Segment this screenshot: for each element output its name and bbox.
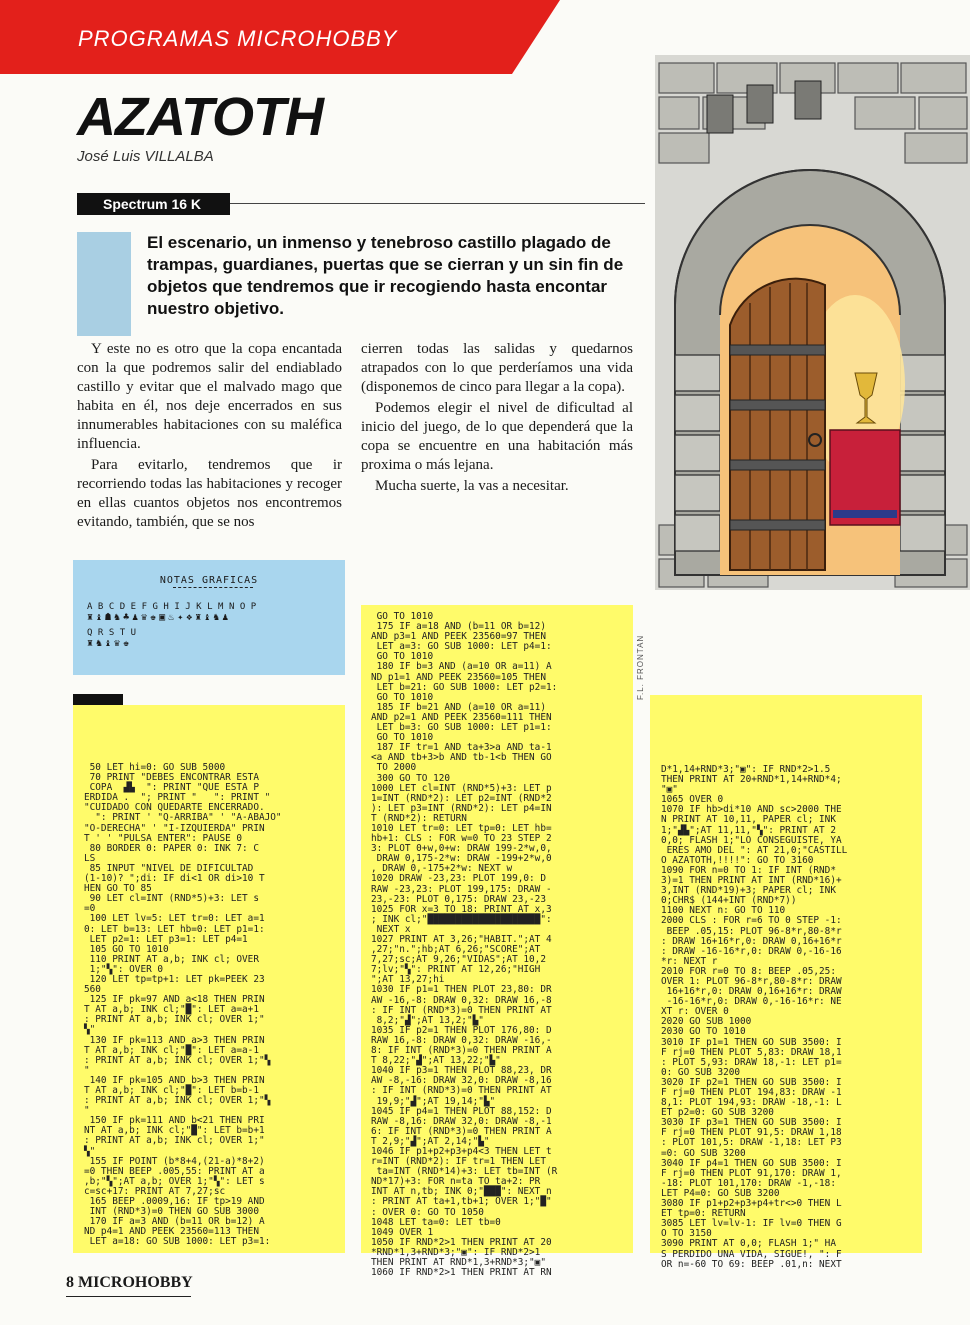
body-paragraph: Mucha suerte, la vas a necesitar. [375,478,569,494]
page-number: 8 [66,1274,74,1291]
illustration-credit: F.L. FRONTAN [636,634,645,700]
magazine-name: MICROHOBBY [78,1274,193,1291]
basic-listing-part-3: D*1,14+RND*3;"▣": IF RND*2>1.5 THEN PRINT AT 20+RND*1,14+RND*4; "▣" 1065 OVER 0 1070 IF hb>di*10 AND sc>2000 THE N PRINT AT 10,11, PAPER cl; INK 1;"▟▙";AT 11,11,"▚": PRINT AT 2 0,0; FLASH 1;"LO CONSEGUISTE, YA ERES AMO DEL ": AT 21,0;"CASTILL O AZATOTH,!!!!": GO TO 3160 1090 FOR n=0 TO 1: IF INT (RND* 3)=1 THEN PRINT AT INT (RND*16)+ 3,INT (RND*19)+3; PAPER cl; INK 0;CHR$ (144+INT (RND*7)) 1100 NEXT n: GO TO 110 2000 CLS : FOR r=6 TO 0 STEP -1: BEEP .05,15: PLOT 96-8*r,80-8*r : DRAW 16+16*r,0: DRAW 0,16+16*r : DRAW -16-16*r,0: DRAW 0,-16-16 *r: NEXT r 2010 FOR r=0 TO 8: BEEP .05,25: OVER 1: PLOT 96-8*r,80-8*r: DRAW 16+16*r,0: DRAW 0,16+16*r: DRAW -16-16*r,0: DRAW 0,-16-16*r: NE XT r: OVER 0 2020 GO SUB 1000 2030 GO TO 1010 3010 IF p1=1 THEN GO SUB 3500: I F rj=0 THEN PLOT 5,83: DRAW 18,1 : PLOT 5,93: DRAW 18,-1: LET p1= 0: GO SUB 3200 3020 IF p2=1 THEN GO SUB 3500: I F rj=0 THEN PLOT 194,83: DRAW -1 8,1: PLOT 194,93: DRAW -18,-1: L ET p2=0: GO SUB 3200 3030 IF p3=1 THEN GO SUB 3500: I F rj=0 THEN PLOT 91,5: DRAW 1,18 : PLOT 101,5: DRAW -1,18: LET P3 =0: GO SUB 3200 3040 IF p4=1 THEN GO SUB 3500: I F rj=0 THEN PLOT 91,170: DRAW 1, -18: PLOT 101,170: DRAW -1,-18: LET P4=0: GO SUB 3200 3080 IF p1+p2+p3+p4+tr<>0 THEN L ET tp=0: RETURN 3085 LET lv=lv-1: IF lv=0 THEN G O TO 3150 3090 PRINT AT 0,0; FLASH 1;" HA S PERDIDO UNA VIDA, SIGUE!, ": F OR n=-60 TO 69: BEEP .01,n: NEXT [661,764,848,1270]
article-title: AZATOTH [77,87,323,147]
section-title: PROGRAMAS MICROHOBBY [78,26,398,51]
body-paragraph: Para evitarlo, tendremos que ir recorriendo todas las habitaciones y recoger en ellas cuantos objetos nos encontremos evitando, también, que se nos [77,457,342,530]
graphic-notes-title: NOTAS GRAFICAS [159,575,259,586]
body-paragraph: Y este no es otro que la copa encantada con la que podremos salir del endiablado castillo y evitar que el malvado mago que habita en él, nos deje encerrados en sus innumerables habitaciones con su maléfica influencia. [77,341,342,452]
platform-badge: Spectrum 16 K [77,193,230,215]
listing-marker [73,694,123,705]
footer-rule [66,1296,191,1297]
body-paragraph: cierren todas las salidas y quedarnos atrapados con lo que perderíamos una vida (disponemos de cinco para llegar a la copa). [361,341,633,395]
udg-letters-row-1: ABCDEFGHIJKLMNOP [87,602,262,612]
body-column-1 [77,340,342,534]
section-banner [0,0,560,74]
body-column-2 [361,340,633,498]
article-lead: El escenario, un inmenso y tenebroso castillo plagado de trampas, guardianes, puertas que se cierran y un sin fin de objetos que tendremos que ir recogiendo hasta encontar nuestro objetivo. [147,233,624,318]
lead-accent-bar [77,232,131,336]
basic-listing-part-1: 50 LET hi=0: GO SUB 5000 70 PRINT "DEBES ENCONTRAR ESTA COPA ▟▙ ": PRINT "QUE ESTA P ERDIDA . "; PRINT " ": PRINT " "CUIDADO CON QUEDARTE ENCERRADO. ": PRINT ' "Q-ARRIBA" ' "A-ABAJO" "O-DERECHA" ' "I-IZQUIERDA" PRIN T ' ' "PULSA ENTER": PAUSE 0 80 BORDER 0: PAPER 0: INK 7: C LS 85 INPUT "NIVEL DE DIFICULTAD (1-10)? ";di: IF di<1 OR di>10 T HEN GO TO 85 90 LET cl=INT (RND*5)+3: LET s =0 100 LET lv=5: LET tr=0: LET a=1 0: LET b=13: LET hb=0: LET p1=1: LET p2=1: LET p3=1: LET p4=1 105 GO TO 1010 110 PRINT AT a,b; INK cl; OVER 1;"▚": OVER 0 120 LET tp=tp+1: LET pk=PEEK 23 560 125 IF pk=97 AND a<18 THEN PRIN T AT a,b; INK cl;"█": LET a=a+1 : PRINT AT a,b; INK cl; OVER 1;" ▚" 130 IF pk=113 AND a>3 THEN PRIN T AT a,b; INK cl;"█": LET a=a-1 : PRINT AT a,b; INK cl; OVER 1;"▚ " 140 IF pk=105 AND b>3 THEN PRIN T AT a,b; INK cl;"█": LET b=b-1 : PRINT AT a,b; INK cl; OVER 1;"▚ " 150 IF pk=111 AND b<21 THEN PRI NT AT a,b; INK cl;"█": LET b=b+1 : PRINT AT a,b; INK cl; OVER 1;" ▚" 155 IF POINT (b*8+4,(21-a)*8+2) =0 THEN BEEP .005,55: PRINT AT a ,b;"▚";AT a,b; OVER 1;"▚": LET s c=sc+17: PRINT AT 7,27;sc 165 BEEP .0009,16: IF tp>19 AND INT (RND*3)=0 THEN GO SUB 3000 170 IF a=3 AND (b=11 OR b=12) A ND p4=1 AND PEEK 23560=113 THEN LET a=18: GO SUB 1000: LET p3=1: [84,762,282,1248]
article-author: José Luis VILLALBA [77,148,214,165]
basic-listing-part-2: GO TO 1010 175 IF a=18 AND (b=11 OR b=12) AND p3=1 AND PEEK 23560=97 THEN LET a=3: GO SUB 1000: LET p4=1: GO TO 1010 180 IF b=3 AND (a=10 OR a=11) A ND p1=1 AND PEEK 23560=105 THEN LET b=21: GO SUB 1000: LET p2=1: GO TO 1010 185 IF b=21 AND (a=10 OR a=11) AND p2=1 AND PEEK 23560=111 THEN LET b=3: GO SUB 1000: LET p1=1: GO TO 1010 187 IF tr=1 AND ta+3>a AND ta-1 <a AND tb+3>b AND tb-1<b THEN GO TO 2000 300 GO TO 120 1000 LET cl=INT (RND*5)+3: LET p 1=INT (RND*2): LET p2=INT (RND*2 ): LET p3=INT (RND*2): LET p4=IN T (RND*2): RETURN 1010 LET tr=0: LET tp=0: LET hb= hb+1: CLS : FOR w=0 TO 23 STEP 2 3: PLOT 0+w,0+w: DRAW 199-2*w,0, DRAW 0,175-2*w: DRAW -199+2*w,0 , DRAW 0,-175+2*w: NEXT w 1020 DRAW -23,23: PLOT 199,0: D RAW -23,23: PLOT 199,175: DRAW - 23,-23: PLOT 0,175: DRAW 23,-23 1025 FOR x=3 TO 18: PRINT AT x,3 ; INK cl;"████████████████████": NEXT x 1027 PRINT AT 3,26;"HABIT.";AT 4 ,27;"n.";hb;AT 6,26;"SCORE";AT 7,27;sc;AT 9,26;"VIDAS";AT 10,2 7;lv;"▚": PRINT AT 12,26;"HIGH ";AT 13,27;hi 1030 IF p1=1 THEN PLOT 23,80: DR AW -16,-8: DRAW 0,32: DRAW 16,-8 : IF INT (RND*3)=0 THEN PRINT AT 8,2;"▟";AT 13,2;"▙" 1035 IF p2=1 THEN PLOT 176,80: D RAW 16,-8: DRAW 0,32: DRAW -16,- 8: IF INT (RND*3)=0 THEN PRINT A T 8,22;"▟";AT 13,22;"▙" 1040 IF p3=1 THEN PLOT 88,23, DR AW -8,-16: DRAW 32,0: DRAW -8,16 : IF INT (RND*3)=0 THEN PRINT AT 19,9;"▟";AT 19,14;"▙" 1045 IF p4=1 THEN PLOT 88,152: D RAW -8,16: DRAW 32,0: DRAW -8,-1 6: IF INT (RND*3)=0 THEN PRINT A T 2,9;"▟";AT 2,14;"▙" 1046 IF p1+p2+p3+p4<3 THEN LET t r=INT (RND*2): IF tr=1 THEN LET ta=INT (RND*14)+3: LET tb=INT (R ND*17)+3: FOR n=ta TO ta+2: PR INT AT n,tb; INK 0;"███": NEXT n : PRINT AT ta+1,tb+1; OVER 1;"█" : OVER 0: GO TO 1050 1048 LET ta=0: LET tb=0 1049 OVER 1 1050 IF RND*2>1 THEN PRINT AT 20 *RND*1,3+RND*3;"▣": IF RND*2>1 THEN PRINT AT RND*1,3+RND*3;"▣" 1060 IF RND*2>1 THEN PRINT AT RN [371,611,558,1279]
body-paragraph: Podemos elegir el nivel de dificultad al inicio del juego, de lo que dependerá que la copa se encuentre en una habitación más proxima o más lejana. [361,400,633,473]
page-footer [66,1274,193,1292]
graphic-notes-underline [173,587,253,588]
udg-glyphs-row-2: ♜♞♝♛♚ [87,638,133,649]
castle-door-illustration [655,55,970,590]
udg-glyphs-row-1: ♜♝☗♞♣♟♛♚▣♨✦❖♜♝♞♟ [87,612,232,623]
udg-letters-row-2: QRSTU [87,628,142,638]
graphic-notes-panel [73,560,345,675]
badge-divider [230,203,645,204]
